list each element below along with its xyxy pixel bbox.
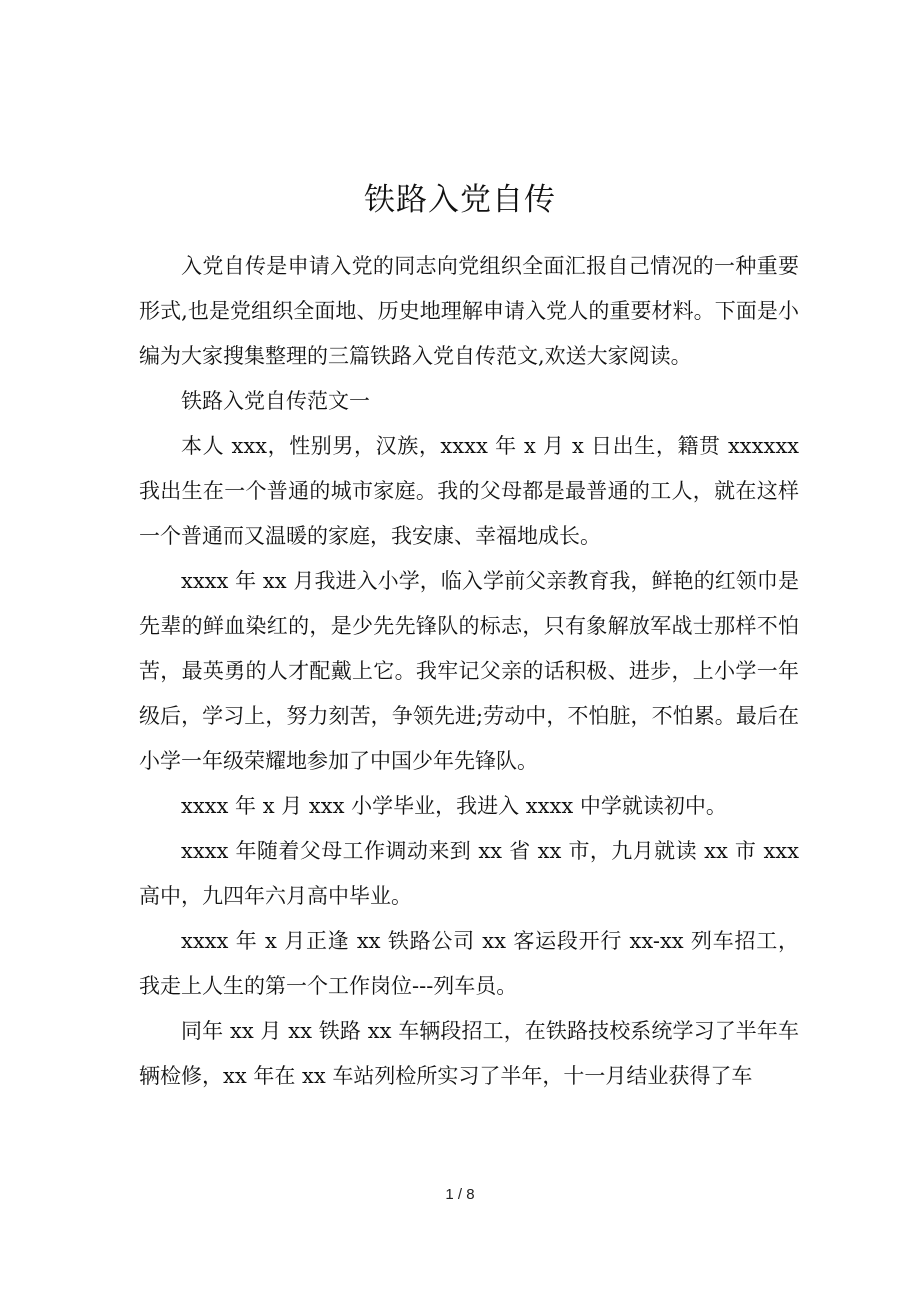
paragraph-vehicle-training: 同年 xx 月 xx 铁路 xx 车辆段招工，在铁路技校系统学习了半年车辆检修，xx 年在 xx 车站列检所实习了半年，十一月结业获得了车 xyxy=(139,1019,799,1088)
paragraph-first-job: xxxx 年 x 月正逢 xx 铁路公司 xx 客运段开行 xx-xx 列车招工，我走上人生的第一个工作岗位---列车员。 xyxy=(139,929,799,998)
paragraph-personal-info: 本人 xxx，性别男，汉族，xxxx 年 x 月 x 日出生，籍贯 xxxxxx 我出生在一个普通的城市家庭。我的父母都是最普通的工人，就在这样一个普通而又温暖的家庭，我安康、幸福地成长。 xyxy=(139,434,806,548)
paragraph-section-heading: 铁路入党自传范文一 xyxy=(181,389,370,413)
paragraph-high-school: xxxx 年随着父母工作调动来到 xx 省 xx 市，九月就读 xx 市 xxx 高中，九四年六月高中毕业。 xyxy=(139,839,806,908)
paragraph-intro: 入党自传是申请入党的同志向党组织全面汇报自己情况的一种重要形式,也是党组织全面地、历史地理解申请入党人的重要材料。下面是小编为大家搜集整理的三篇铁路入党自传范文,欢送大家阅读。 xyxy=(139,254,799,368)
paragraph-primary-school: xxxx 年 xx 月我进入小学，临入学前父亲教育我，鲜艳的红领巾是先辈的鲜血染红的，是少先先锋队的标志，只有象解放军战士那样不怕苦，最英勇的人才配戴上它。我牢记父亲的话积极、进步，上小学一年级后，学习上，努力刻苦，争领先进;劳动中，不怕脏，不怕累。最后在小学一年级荣耀地参加了中国少年先锋队。 xyxy=(139,569,799,773)
page-number: 1 / 8 xyxy=(445,1186,475,1203)
document-body xyxy=(139,244,806,1099)
paragraph-middle-school: xxxx 年 x 月 xxx 小学毕业，我进入 xxxx 中学就读初中。 xyxy=(181,794,727,818)
page-title: 铁路入党自传 xyxy=(364,182,556,218)
